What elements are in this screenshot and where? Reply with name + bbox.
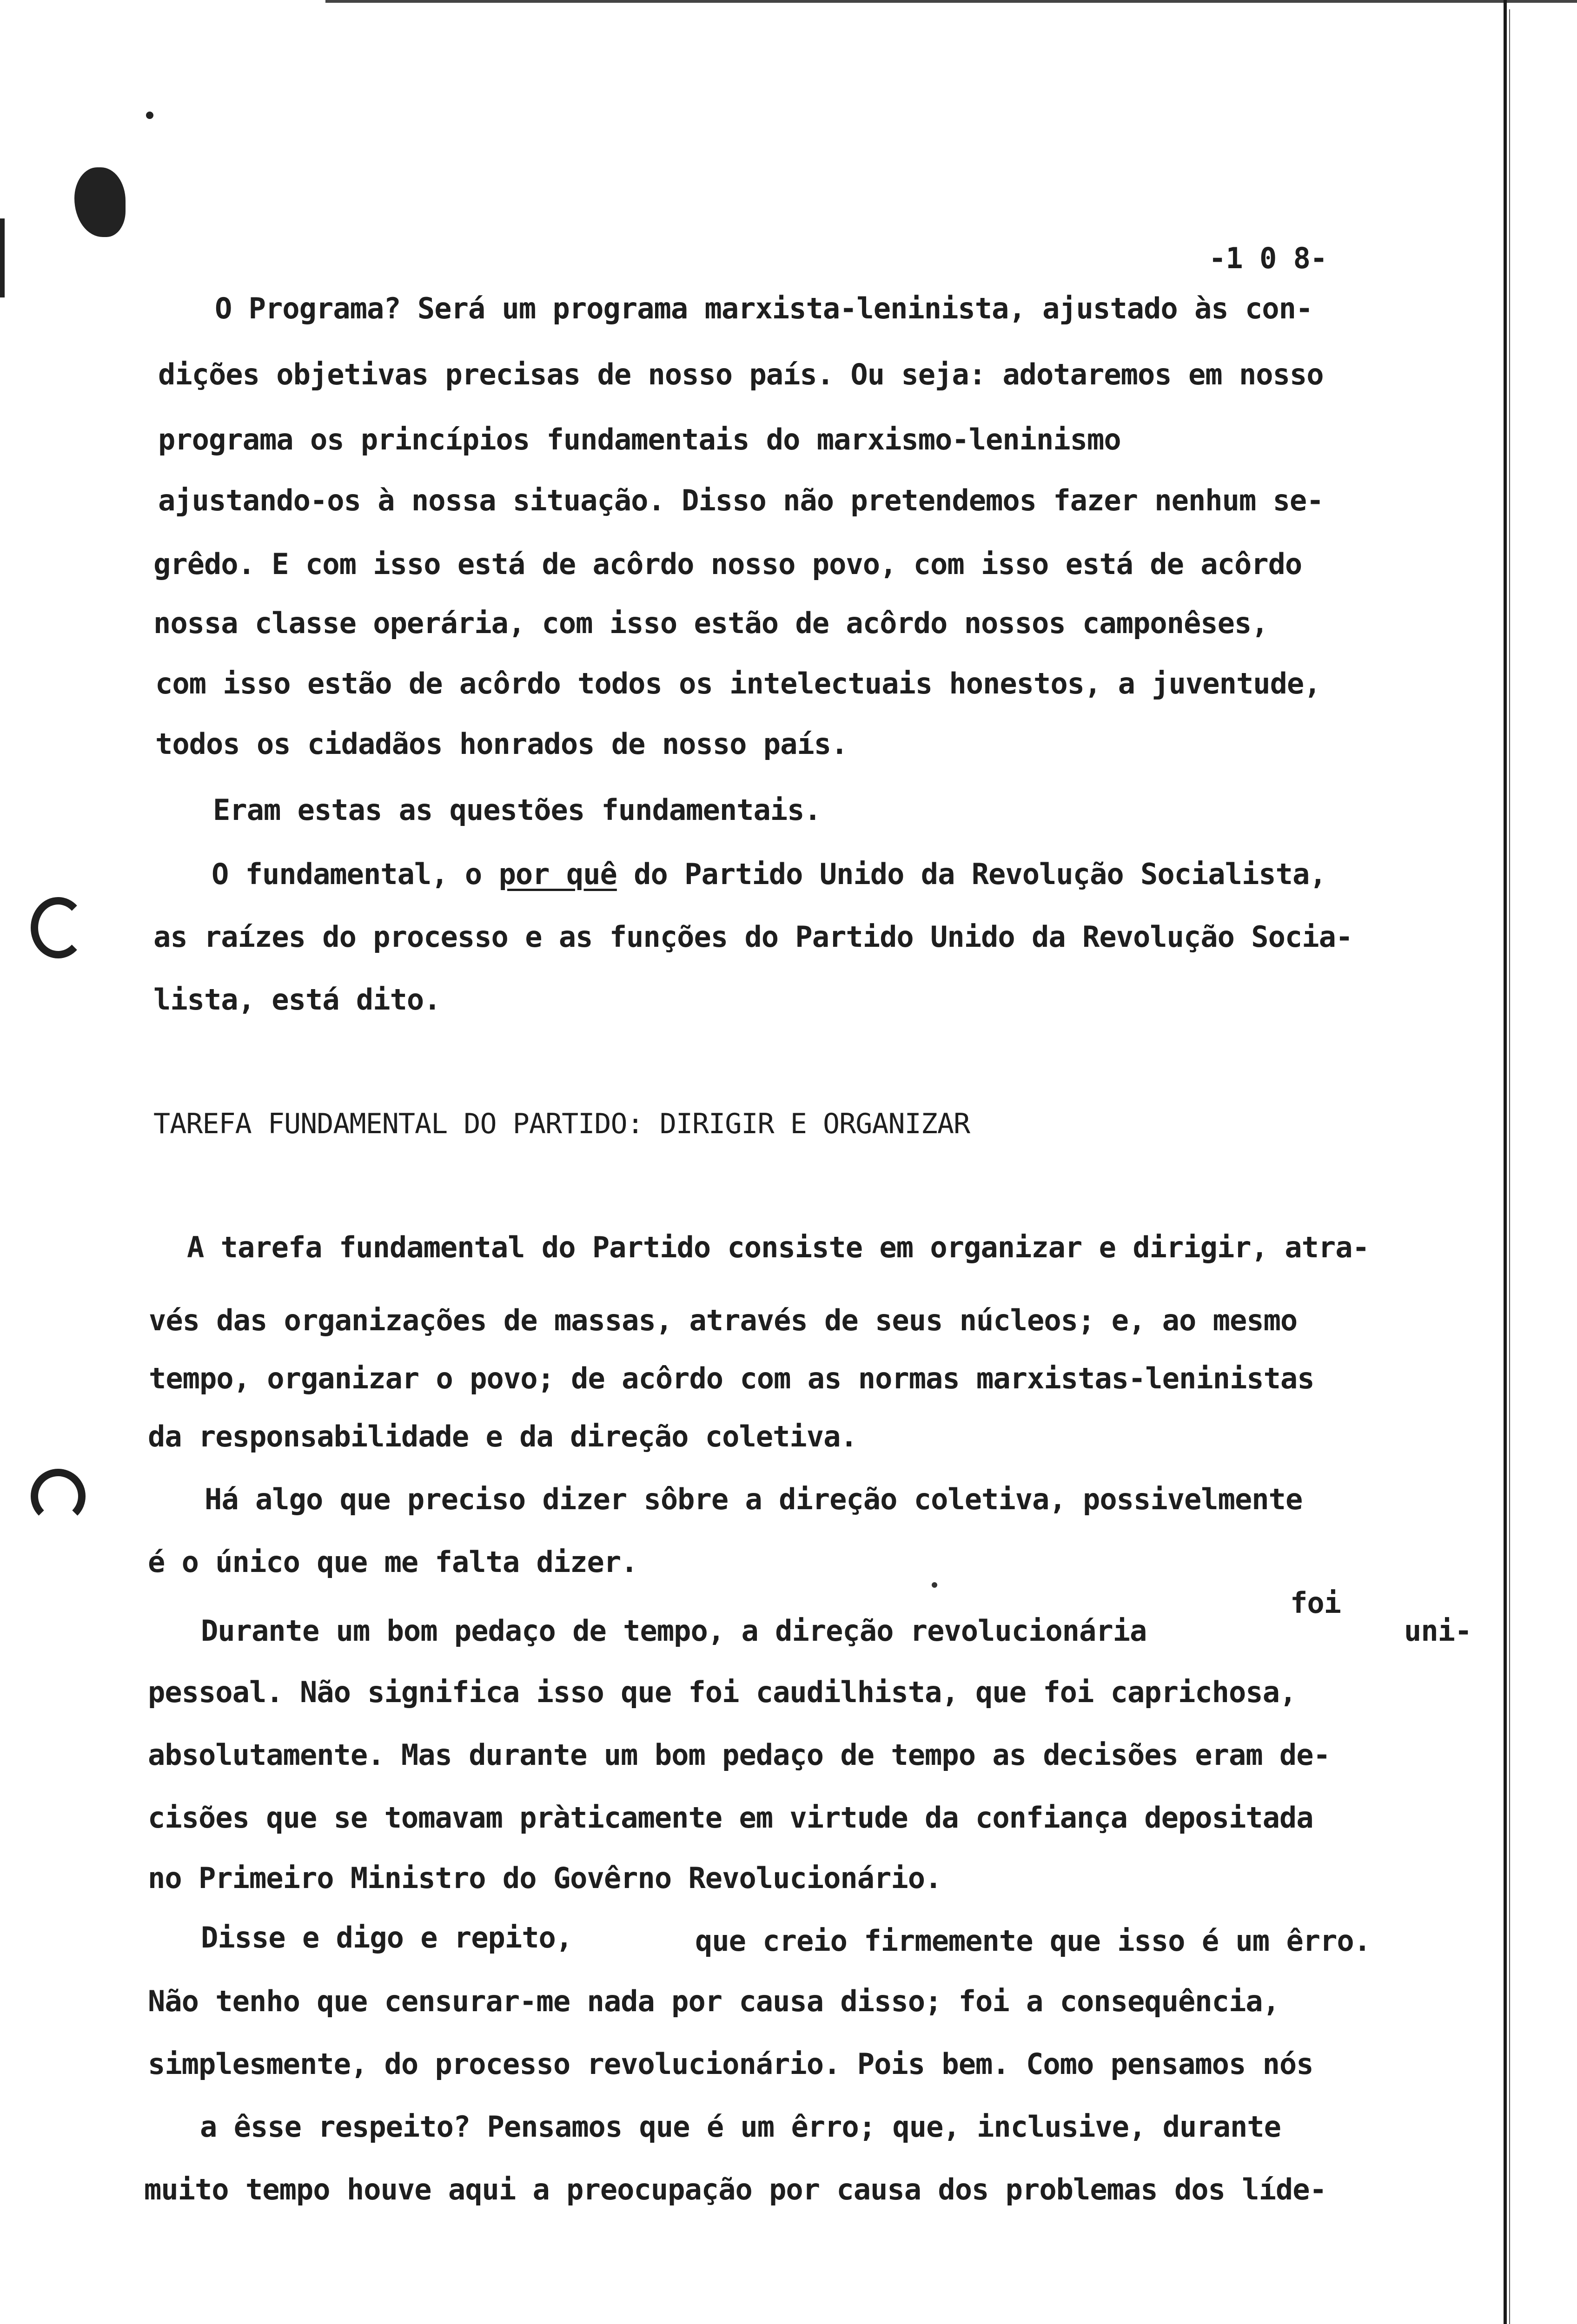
text-line: a êsse respeito? Pensamos que é um êrro; que, inclusive, durante (200, 2110, 1281, 2144)
text-line: grêdo. E com isso está de acôrdo nosso povo, com isso está de acôrdo (153, 547, 1302, 581)
text-line: pessoal. Não significa isso que foi caudilhista, que foi caprichosa, (148, 1675, 1297, 1709)
text-line: absolutamente. Mas durante um bom pedaço de tempo as decisões eram de- (148, 1738, 1330, 1772)
text-line: cisões que se tomavam pràticamente em virtude da confiança depositada (148, 1801, 1313, 1835)
text-line: simplesmente, do processo revolucionário. Pois bem. Como pensamos nós (148, 2047, 1313, 2081)
text-line (212, 857, 1326, 891)
ink-dot (932, 1582, 937, 1588)
text-line: com isso estão de acôrdo todos os intelectuais honestos, a juventude, (155, 667, 1321, 700)
page-number: -1 0 8- (1209, 241, 1327, 275)
text-line: uni- (1404, 1614, 1472, 1648)
text-line: as raízes do processo e as funções do Partido Unido da Revolução Socia- (153, 920, 1353, 954)
text-line: Eram estas as questões fundamentais. (213, 793, 821, 827)
text-line: lista, está dito. (153, 983, 441, 1017)
section-heading: TAREFA FUNDAMENTAL DO PARTIDO: DIRIGIR E ORGANIZAR (153, 1108, 970, 1140)
text-line: tempo, organizar o povo; de acôrdo com as normas marxistas-leninistas (149, 1361, 1314, 1395)
text-span: do Partido Unido da Revolução Socialista, (616, 857, 1326, 891)
text-line: que creio firmemente que isso é um êrro. (695, 1924, 1371, 1958)
ink-blot (74, 167, 126, 237)
text-line: Disse e digo e repito, (201, 1921, 573, 1954)
punch-hole-lower (31, 1469, 86, 1524)
text-span: O fundamental, o (212, 857, 499, 891)
text-line: nossa classe operária, com isso estão de acôrdo nossos camponêses, (153, 606, 1268, 640)
text-line: ajustando-os à nossa situação. Disso não pretendemos fazer nenhum se- (158, 483, 1324, 517)
scan-edge-right-shadow (1509, 9, 1510, 2324)
text-line: programa os princípios fundamentais do marxismo-leninismo (158, 423, 1121, 456)
scan-edge-right (1504, 0, 1507, 2324)
text-line: dições objetivas precisas de nosso país. Ou seja: adotaremos em nosso (158, 357, 1324, 391)
punch-hole-upper (31, 897, 86, 958)
scan-edge-top (325, 0, 1577, 3)
text-line: A tarefa fundamental do Partido consiste em organizar e dirigir, atra- (187, 1230, 1369, 1264)
text-line: Há algo que preciso dizer sôbre a direção coletiva, possivelmente (205, 1482, 1303, 1516)
text-line: muito tempo houve aqui a preocupação por causa dos problemas dos líde- (144, 2172, 1326, 2206)
inserted-word: foi (1290, 1586, 1341, 1620)
text-line: Durante um bom pedaço de tempo, a direção revolucionária (201, 1614, 1147, 1648)
text-line: vés das organizações de massas, através de seus núcleos; e, ao mesmo (149, 1303, 1298, 1337)
text-line: no Primeiro Ministro do Govêrno Revolucionário. (148, 1861, 942, 1895)
text-line: da responsabilidade e da direção coletiva. (148, 1419, 857, 1453)
underlined-phrase: por quê (498, 857, 617, 891)
text-line: é o único que me falta dizer. (148, 1545, 638, 1579)
text-line: todos os cidadãos honrados de nosso país. (155, 727, 848, 761)
text-line: O Programa? Será um programa marxista-leninista, ajustado às con- (215, 291, 1313, 325)
scan-edge-left (0, 218, 5, 297)
text-line: Não tenho que censurar-me nada por causa disso; foi a consequência, (148, 1984, 1279, 2018)
ink-dot (146, 112, 153, 119)
